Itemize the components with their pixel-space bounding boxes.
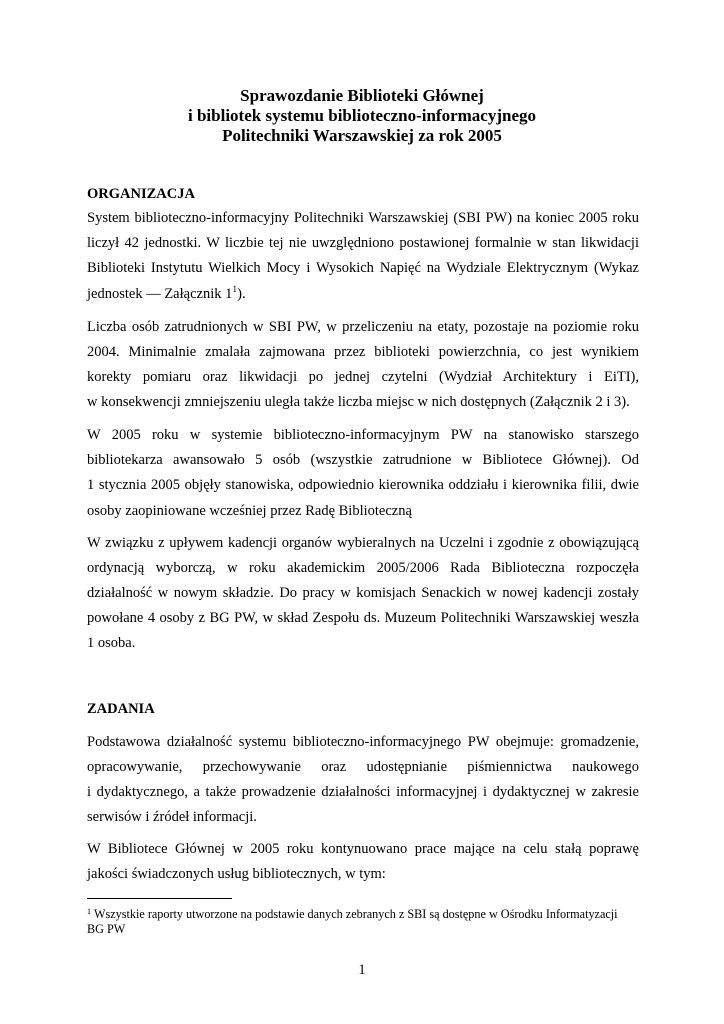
paragraph-4 (87, 531, 639, 657)
paragraph-1 (87, 206, 639, 307)
paragraph-line: osoby zaopiniowane wcześniej przez Radę Biblioteczną (87, 502, 412, 519)
paragraph-line: 2004. Minimalnie zmalała zajmowana przez biblioteki powierzchnia, co jest wynikiem (87, 343, 639, 360)
paragraph-line: w konsekwencji zmniejszeniu uległa także liczba miejsc w nich dostępnych (Załącznik 2 i 3). (87, 394, 630, 411)
paragraph-line: System biblioteczno-informacyjny Politechniki Warszawskiej (SBI PW) na koniec 2005 roku (87, 210, 639, 226)
section-heading-organizacja: ORGANIZACJA (87, 186, 195, 202)
page-number: 1 (358, 962, 366, 978)
paragraph-line: korekty pomiaru oraz likwidacji po jednej czytelni (Wydział Architektury i EiTI), (87, 368, 639, 385)
footnote-separator (87, 898, 232, 899)
footnote-text: Wszystkie raporty utworzone na podstawie danych zebranych z SBI są dostępne w Ośrodku Informatyzacji (94, 907, 618, 921)
paragraph-line: liczył 42 jednostki. W liczbie tej nie uwzględniono postawionej formalnie w stan likwidacji (87, 235, 639, 252)
paragraph-line: opracowywanie, przechowywanie oraz udostępnianie piśmiennictwa naukowego (87, 758, 639, 775)
paragraph-line (87, 282, 639, 307)
paragraph-2 (87, 315, 639, 416)
paragraph-line: Podstawowa działalność systemu biblioteczno-informacyjnego PW obejmuje: gromadzenie, (87, 733, 639, 750)
paragraph-line: bibliotekarza awansowało 5 osób (wszystkie zatrudnione w Bibliotece Głównej). Od (87, 452, 639, 469)
report-title-line: Sprawozdanie Biblioteki Głównej (240, 86, 484, 105)
paragraph-line: działalność w nowym składzie. Do pracy w komisjach Senackich w nowej kadencji zostały (87, 584, 639, 601)
paragraph-3 (87, 423, 639, 524)
paragraph-line: W związku z upływem kadencji organów wybieralnych na Uczelni i zgodnie z obowiązującą (87, 534, 639, 551)
paragraph-line-text: jednostek — Załącznik 1 (87, 285, 233, 302)
paragraph-line: Biblioteki Instytutu Wielkich Mocy i Wysokich Napięć na Wydziale Elektrycznym (Wykaz (87, 260, 639, 277)
footnote-line (87, 907, 639, 922)
paragraph-line: i dydaktycznego, a także prowadzenie działalności informacyjnej i dydaktycznej w zakresie (87, 784, 639, 801)
footnote (87, 907, 639, 937)
footnote-ref: 1 (232, 285, 238, 296)
report-title-line: i bibliotek systemu biblioteczno-informacyjnego (187, 106, 536, 125)
footnote-line: BG PW (87, 922, 126, 936)
section-heading-zadania: ZADANIA (87, 701, 155, 718)
paragraph-line: jakości świadczonych usług bibliotecznych, w tym: (87, 866, 386, 883)
paragraph-line-tail: ). (237, 285, 246, 302)
report-title-line: Politechniki Warszawskiej za rok 2005 (222, 126, 502, 145)
paragraph-5 (87, 730, 639, 831)
paragraph-line: powołane 4 osoby z BG PW, w skład Zespołu ds. Muzeum Politechniki Warszawskiej weszła (87, 610, 639, 627)
paragraph-line: Liczba osób zatrudnionych w SBI PW, w przeliczeniu na etaty, pozostaje na poziomie roku (87, 318, 639, 335)
paragraph-line: W 2005 roku w systemie biblioteczno-informacyjnym PW na stanowisko starszego (87, 427, 639, 443)
footnote-marker: 1 (87, 906, 91, 916)
paragraph-line: ordynacją wyborczą, w roku akademickim 2005/2006 Rada Biblioteczna rozpoczęła (87, 559, 639, 576)
paragraph-line: W Bibliotece Głównej w 2005 roku kontynuowano prace mające na celu stałą poprawę (87, 841, 639, 857)
paragraph-6 (87, 837, 639, 887)
report-title (0, 86, 724, 146)
paragraph-line: 1 stycznia 2005 objęły stanowiska, odpowiednio kierownika oddziału i kierownika filii, dwie (87, 477, 639, 494)
paragraph-line: serwisów i źródeł informacji. (87, 809, 257, 826)
paragraph-line: 1 osoba. (87, 635, 136, 652)
